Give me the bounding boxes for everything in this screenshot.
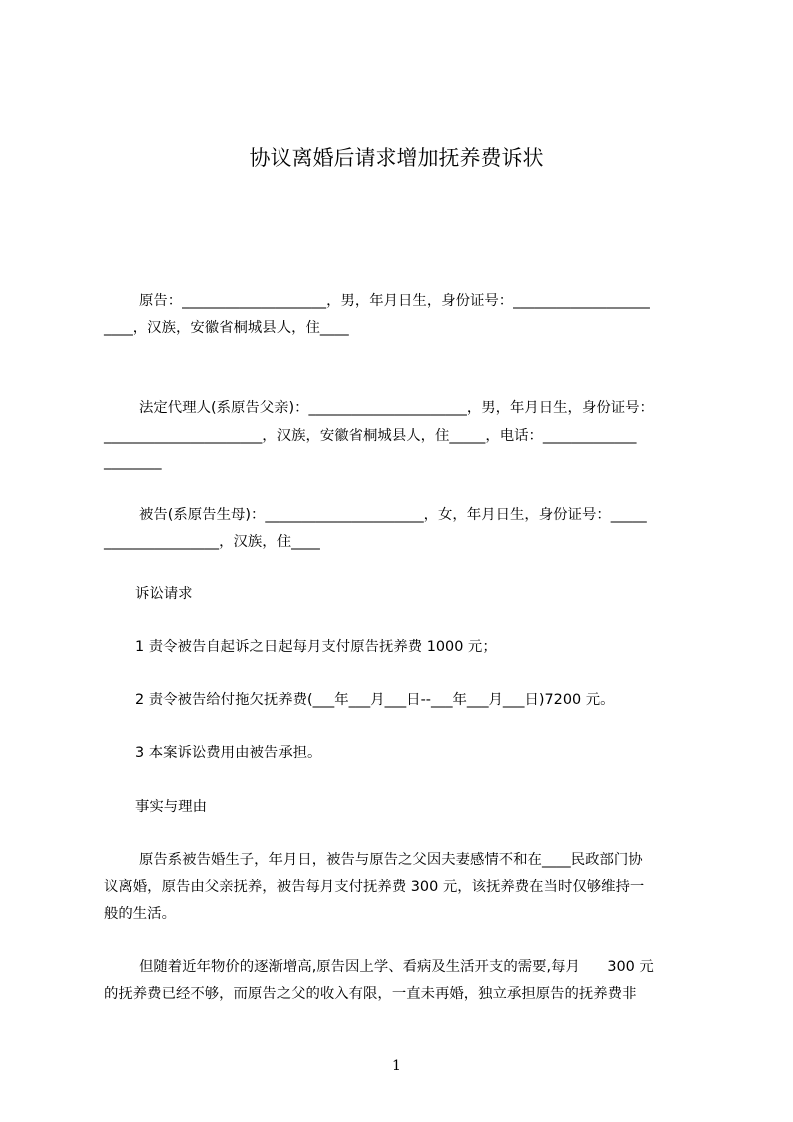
defendant-line-2: ________________，汉族，住____ bbox=[104, 534, 320, 550]
facts-paragraph-1-line-3: 般的生活。 bbox=[104, 906, 176, 922]
document-title: 协议离婚后请求增加抚养费诉状 bbox=[249, 146, 544, 170]
agent-line-3: ________ bbox=[104, 454, 162, 470]
claim-item-1: 1 责令被告自起诉之日起每月支付原告抚养费 1000 元； bbox=[135, 639, 497, 655]
page-number: 1 bbox=[392, 1058, 401, 1074]
claims-heading: 诉讼请求 bbox=[135, 586, 193, 602]
facts-paragraph-1-line-1: 原告系被告婚生子，年月日，被告与原告之父因夫妻感情不和在____民政部门协 bbox=[139, 852, 643, 868]
facts-paragraph-1-line-2: 议离婚，原告由父亲抚养，被告每月支付抚养费 300 元，该抚养费在当时仅够维持一 bbox=[104, 879, 645, 895]
plaintiff-line-1: 原告：____________________，男，年月日生，身份证号：___________________ bbox=[139, 293, 650, 309]
claim-item-3: 3 本案诉讼费用由被告承担。 bbox=[135, 745, 322, 761]
agent-line-1: 法定代理人(系原告父亲)：______________________，男，年月日生，身份证号： bbox=[139, 400, 654, 416]
facts-heading: 事实与理由 bbox=[135, 799, 207, 815]
defendant-line-1: 被告(系原告生母)：______________________，女，年月日生，身份证号：_____ bbox=[139, 507, 647, 523]
facts-paragraph-2-line-1: 但随着近年物价的逐渐增高,原告因上学、看病及生活开支的需要,每月 300 元 bbox=[139, 959, 654, 975]
agent-line-2: ______________________，汉族，安徽省桐城县人，住_____，电话：_____________ bbox=[104, 428, 637, 444]
plaintiff-line-2: ____，汉族，安徽省桐城县人，住____ bbox=[104, 320, 349, 336]
facts-paragraph-2-line-2: 的抚养费已经不够，而原告之父的收入有限，一直未再婚，独立承担原告的抚养费非 bbox=[104, 986, 637, 1002]
claim-item-2: 2 责令被告给付拖欠抚养费(___年___月___日--___年___月___日)7200 元。 bbox=[135, 692, 615, 708]
